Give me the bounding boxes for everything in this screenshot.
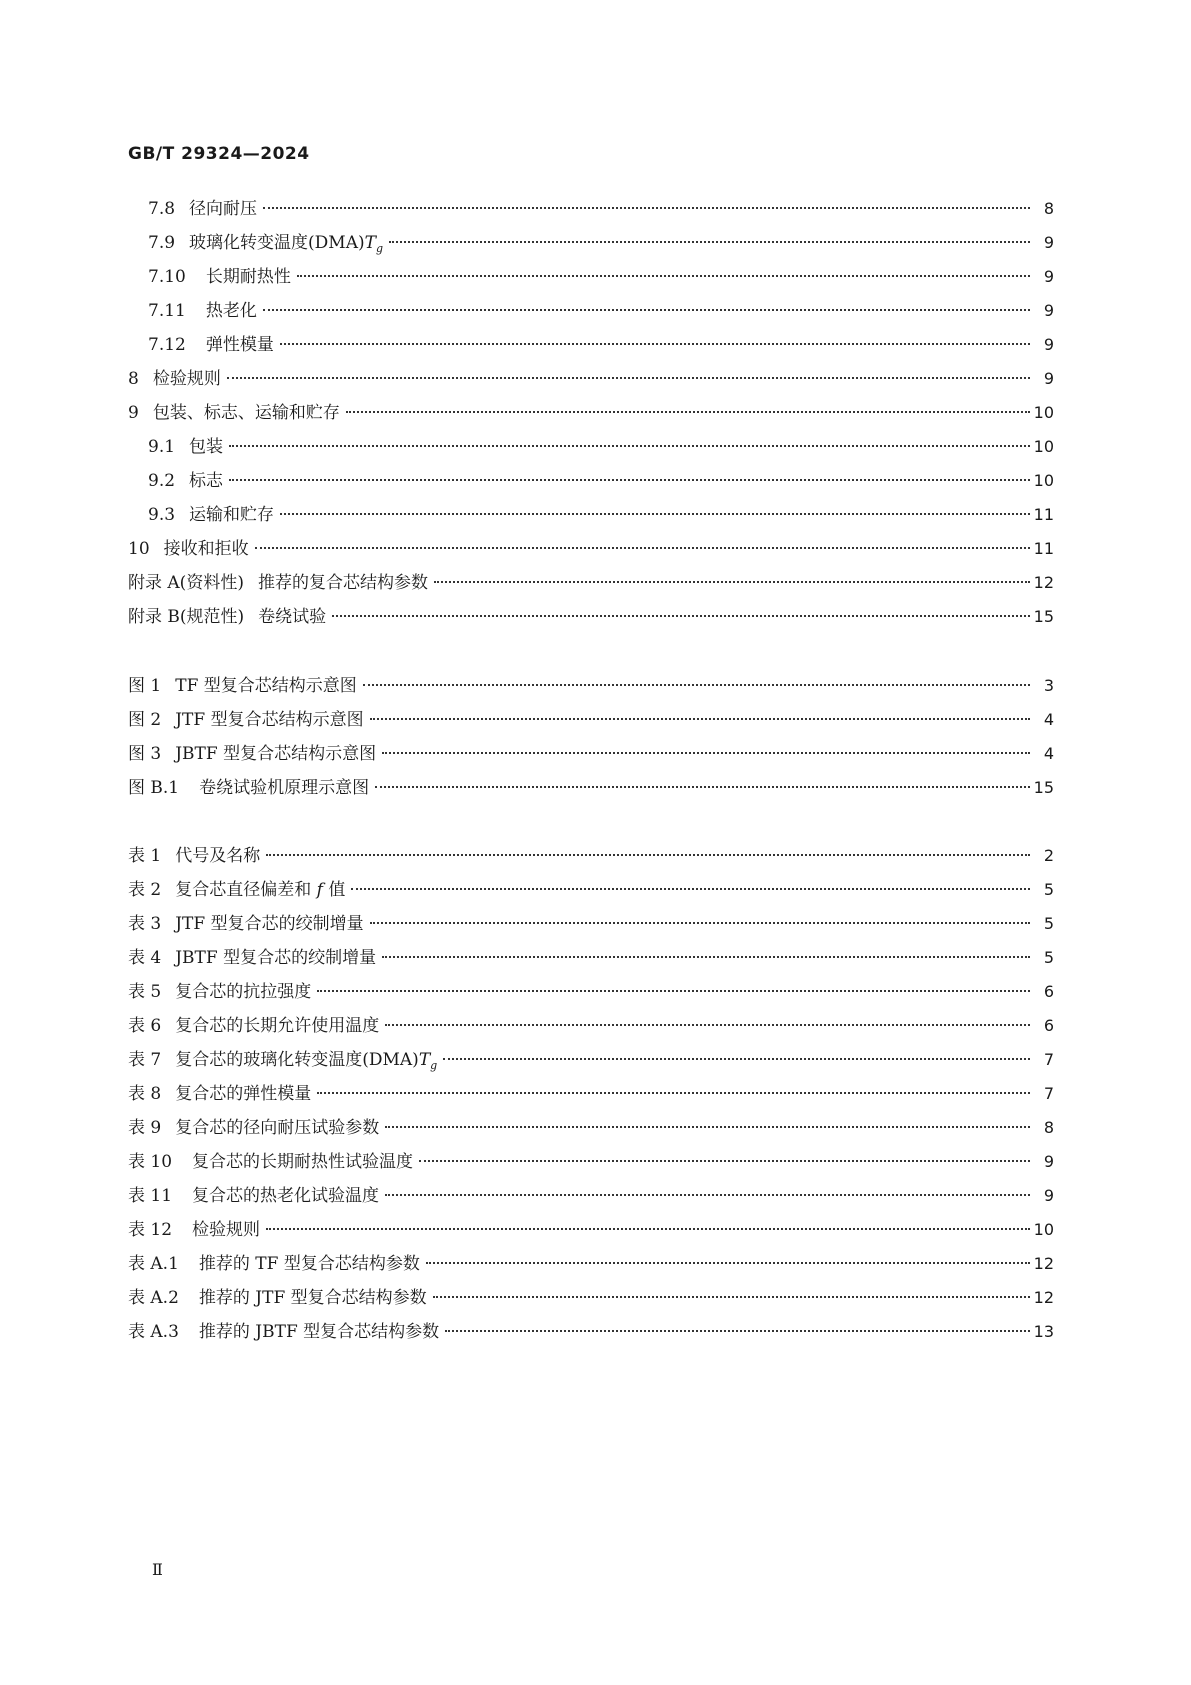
toc-page-number: 15: [1033, 607, 1054, 626]
toc-page-number: 12: [1033, 573, 1054, 592]
table-entry-label: 表 2 复合芯直径偏差和 f 值: [128, 880, 346, 900]
toc-page-number: 10: [1033, 437, 1054, 456]
toc-leader-dots: [317, 989, 1030, 992]
toc-entry-label: 7.11 热老化: [148, 301, 257, 321]
table-entry[interactable]: [128, 945, 1054, 971]
toc-entry[interactable]: [148, 298, 1054, 324]
toc-leader-dots: [426, 1261, 1030, 1264]
toc-page-number: 9: [1043, 233, 1054, 252]
toc-entry-label: 7.12 弹性模量: [148, 335, 274, 355]
table-entry[interactable]: [128, 1013, 1054, 1039]
table-entry-label: 表 6 复合芯的长期允许使用温度: [128, 1016, 380, 1036]
toc-page-number: 9: [1043, 301, 1054, 320]
toc-page-number: 6: [1043, 1016, 1054, 1035]
toc-leader-dots: [346, 410, 1030, 413]
figure-entry[interactable]: [128, 673, 1054, 699]
toc-page-number: 8: [1043, 1118, 1054, 1137]
toc-entry[interactable]: [148, 196, 1054, 222]
toc-entry[interactable]: [148, 332, 1054, 358]
figure-entry[interactable]: [128, 741, 1054, 767]
toc-leader-dots: [266, 1227, 1030, 1230]
toc-page-number: 11: [1033, 539, 1054, 558]
toc-entry-label: 9.3 运输和贮存: [148, 505, 275, 525]
table-entry-label: 表 11 复合芯的热老化试验温度: [128, 1186, 380, 1206]
table-entry[interactable]: [128, 1149, 1054, 1175]
toc-entry[interactable]: [128, 570, 1054, 596]
toc-page-number: 9: [1043, 369, 1054, 388]
table-entry-label: 表 8 复合芯的弹性模量: [128, 1084, 312, 1104]
table-entry-label: 表 10 复合芯的长期耐热性试验温度: [128, 1152, 414, 1172]
table-entry[interactable]: [128, 843, 1054, 869]
table-entry[interactable]: [128, 911, 1054, 937]
toc-entry[interactable]: [148, 502, 1054, 528]
toc-entry[interactable]: [148, 264, 1054, 290]
toc-leader-dots: [445, 1329, 1029, 1332]
figure-entry-label: 图 1 TF 型复合芯结构示意图: [128, 676, 357, 696]
toc-page-number: 9: [1043, 1152, 1054, 1171]
table-entry-label: 表 5 复合芯的抗拉强度: [128, 982, 312, 1002]
toc-leader-dots: [266, 853, 1030, 856]
toc-page-number: 7: [1043, 1050, 1054, 1069]
toc-page-number: 12: [1033, 1254, 1054, 1273]
toc-page-number: 2: [1043, 846, 1054, 865]
toc-page-number: 5: [1043, 914, 1054, 933]
table-entry[interactable]: [128, 979, 1054, 1005]
toc-page-number: 13: [1033, 1322, 1054, 1341]
toc-leader-dots: [434, 580, 1030, 583]
document-id: GB/T 29324—2024: [128, 144, 310, 164]
toc-entry-label: 8 检验规则: [128, 369, 221, 389]
toc-page-number: 3: [1043, 676, 1054, 695]
table-entry-label: 表 A.1 推荐的 TF 型复合芯结构参数: [128, 1254, 420, 1274]
toc-leader-dots: [419, 1159, 1030, 1162]
table-entry[interactable]: [128, 1183, 1054, 1209]
toc-entry[interactable]: [128, 400, 1054, 426]
toc-leader-dots: [370, 921, 1030, 924]
toc-page-number: 4: [1043, 710, 1054, 729]
figure-entry-label: 图 2 JTF 型复合芯结构示意图: [128, 710, 364, 730]
toc-page-number: 6: [1043, 982, 1054, 1001]
table-entry[interactable]: [128, 1047, 1054, 1073]
toc-page-number: 10: [1033, 403, 1054, 422]
toc-entry-label: 附录 B(规范性) 卷绕试验: [128, 607, 327, 627]
toc-leader-dots: [363, 683, 1030, 686]
toc-page-number: 12: [1033, 1288, 1054, 1307]
toc-leader-dots: [297, 274, 1030, 277]
toc-entry-label: 9.2 标志: [148, 471, 224, 491]
toc-page-number: 5: [1043, 880, 1054, 899]
figure-entry[interactable]: [128, 707, 1054, 733]
table-entry-label: 表 A.2 推荐的 JTF 型复合芯结构参数: [128, 1288, 427, 1308]
toc-entry-label: 9.1 包装: [148, 437, 224, 457]
toc-entry[interactable]: [148, 468, 1054, 494]
toc-page-number: 7: [1043, 1084, 1054, 1103]
table-entry[interactable]: [128, 1251, 1054, 1277]
figure-entry-label: 图 B.1 卷绕试验机原理示意图: [128, 778, 370, 798]
table-entry-label: 表 7 复合芯的玻璃化转变温度$(DMA)T_g$: [128, 1050, 438, 1072]
toc-entry[interactable]: [128, 366, 1054, 392]
toc-leader-dots: [382, 751, 1030, 754]
toc-leader-dots: [433, 1295, 1030, 1298]
toc-leader-dots: [263, 206, 1030, 209]
toc-leader-dots: [229, 478, 1030, 481]
table-entry-label: 表 4 JBTF 型复合芯的绞制增量: [128, 948, 377, 968]
toc-leader-dots: [229, 444, 1030, 447]
toc-entry-label: 9 包装、标志、运输和贮存: [128, 403, 340, 423]
table-entry[interactable]: [128, 1081, 1054, 1107]
toc-leader-dots: [280, 342, 1030, 345]
toc-page-number: 9: [1043, 267, 1054, 286]
toc-leader-dots: [389, 240, 1030, 243]
toc-page-number: 4: [1043, 744, 1054, 763]
table-entry[interactable]: [128, 1115, 1054, 1141]
toc-leader-dots: [375, 785, 1030, 788]
toc-leader-dots: [227, 376, 1030, 379]
table-entry[interactable]: [128, 1319, 1054, 1345]
page-number-footer: Ⅱ: [152, 1560, 163, 1579]
toc-entry-label: 附录 A(资料性) 推荐的复合芯结构参数: [128, 573, 428, 593]
toc-page-number: 15: [1033, 778, 1054, 797]
toc-page-number: 5: [1043, 948, 1054, 967]
toc-leader-dots: [351, 887, 1030, 890]
toc-page-number: 10: [1033, 1220, 1054, 1239]
toc-entry[interactable]: [148, 230, 1054, 256]
toc-leader-dots: [385, 1125, 1030, 1128]
table-entry-label: 表 1 代号及名称: [128, 846, 261, 866]
toc-page-number: 9: [1043, 335, 1054, 354]
toc-leader-dots: [385, 1193, 1030, 1196]
table-entry[interactable]: [128, 1217, 1054, 1243]
toc-entry[interactable]: [128, 536, 1054, 562]
toc-entry[interactable]: [148, 434, 1054, 460]
toc-entry[interactable]: [128, 604, 1054, 630]
toc-entry-label: 7.9 玻璃化转变温度$(DMA)T_g$: [148, 233, 384, 255]
toc-leader-dots: [280, 512, 1030, 515]
toc-leader-dots: [263, 308, 1030, 311]
toc-page-number: 10: [1033, 471, 1054, 490]
table-entry-label: 表 3 JTF 型复合芯的绞制增量: [128, 914, 364, 934]
table-entry-label: 表 9 复合芯的径向耐压试验参数: [128, 1118, 380, 1138]
toc-leader-dots: [385, 1023, 1030, 1026]
table-entry[interactable]: [128, 877, 1054, 903]
toc-entry-label: 7.10 长期耐热性: [148, 267, 291, 287]
toc-leader-dots: [332, 614, 1029, 617]
toc-page-number: 8: [1043, 199, 1054, 218]
toc-page-number: 11: [1033, 505, 1054, 524]
table-entry-label: 表 12 检验规则: [128, 1220, 261, 1240]
figure-entry[interactable]: [128, 775, 1054, 801]
table-entry[interactable]: [128, 1285, 1054, 1311]
toc-leader-dots: [443, 1057, 1030, 1060]
figure-entry-label: 图 3 JBTF 型复合芯结构示意图: [128, 744, 377, 764]
toc-entry-label: 10 接收和拒收: [128, 539, 249, 559]
table-entry-label: 表 A.3 推荐的 JBTF 型复合芯结构参数: [128, 1322, 440, 1342]
toc-entry-label: 7.8 径向耐压: [148, 199, 258, 219]
toc-leader-dots: [317, 1091, 1030, 1094]
toc-leader-dots: [382, 955, 1030, 958]
toc-page-number: 9: [1043, 1186, 1054, 1205]
toc-leader-dots: [255, 546, 1030, 549]
toc-leader-dots: [370, 717, 1030, 720]
